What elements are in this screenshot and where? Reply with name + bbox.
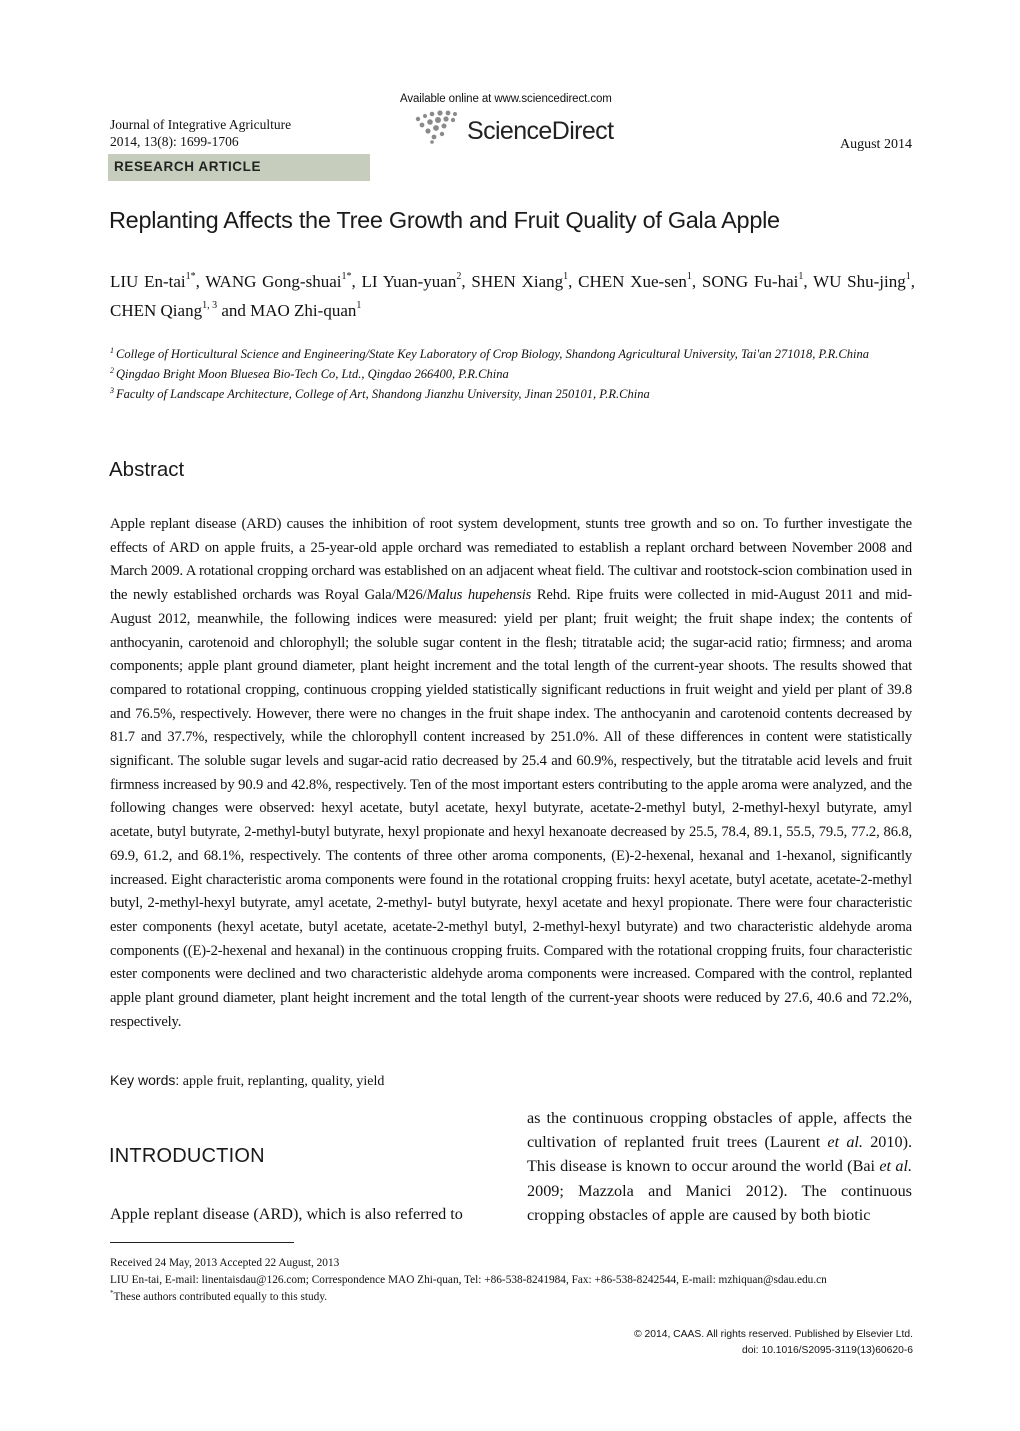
article-title: Replanting Affects the Tree Growth and Fruit Quality of Gala Apple bbox=[109, 207, 780, 233]
sciencedirect-wordmark: ScienceDirect bbox=[467, 117, 614, 145]
affiliation bbox=[110, 384, 915, 404]
journal-name: Journal of Integrative Agriculture bbox=[110, 117, 292, 132]
author-separator: and bbox=[217, 301, 251, 320]
author bbox=[471, 272, 578, 291]
author-affiliation-mark: 1 bbox=[563, 271, 569, 282]
abstract-body bbox=[110, 513, 912, 1034]
author-affiliation-mark: 1 bbox=[686, 271, 692, 282]
footnote-divider bbox=[110, 1242, 294, 1243]
equal-contribution-mark: * bbox=[110, 1289, 114, 1297]
received-dates: Received 24 May, 2013 Accepted 22 August, 2013 bbox=[110, 1257, 340, 1269]
author-name: LI Yuan-yuan bbox=[361, 272, 457, 291]
abstract-text-part: Apple replant disease (ARD) causes the inhibition of root system development, stunts tree growth and so on. To further investigate the effects of ARD on apple fruits, a 25-year-old apple orchard was remediated to establish a replant orchard between November 2008 and March 2009. A rotational cropping orchard was established on an adjacent wheat field. The cultivar and rootstock-scion combination used in the newly established orchards was Royal Gala/M26/ bbox=[110, 516, 912, 604]
affiliation-text: Qingdao Bright Moon Bluesea Bio-Tech Co, Ltd., Qingdao 266400, P.R.China bbox=[116, 367, 509, 381]
equal-contribution-text: These authors contributed equally to this study. bbox=[113, 1291, 328, 1303]
contact-info: LIU En-tai, E-mail: linentaisdau@126.com; Correspondence MAO Zhi-quan, Tel: +86-538-8241984, Fax: +86-538-8242544, E-mail: mzhiquan@sdau.edu.cn bbox=[110, 1274, 827, 1286]
affiliation-mark: 2 bbox=[110, 366, 114, 375]
sciencedirect-dots-icon bbox=[412, 110, 464, 144]
introduction-heading: INTRODUCTION bbox=[109, 1145, 265, 1167]
author-name: CHEN Qiang bbox=[110, 301, 203, 320]
affiliation-mark: 1 bbox=[110, 346, 114, 355]
issue-date: August 2014 bbox=[840, 137, 912, 152]
keywords bbox=[110, 1072, 384, 1090]
author-separator: , bbox=[461, 272, 472, 291]
doi-link[interactable]: doi: 10.1016/S2095-3119(13)60620-6 bbox=[742, 1345, 913, 1356]
author-name: CHEN Xue-sen bbox=[578, 272, 687, 291]
author-affiliation-mark: 1 bbox=[356, 300, 362, 311]
citation-etal: et al. bbox=[827, 1133, 863, 1152]
intro-text-part: 2010). This disease is known to occur around the world (Bai bbox=[527, 1133, 913, 1176]
affiliation bbox=[110, 344, 915, 364]
author-affiliation-mark: 1 bbox=[798, 271, 804, 282]
author bbox=[110, 301, 250, 320]
author-name: SONG Fu-hai bbox=[701, 272, 799, 291]
author-affiliation-mark: 1* bbox=[341, 271, 352, 282]
intro-text-part: 2009; Mazzola and Manici 2012). The continuous cropping obstacles of apple are caused by both biotic bbox=[527, 1181, 912, 1224]
journal-info bbox=[110, 116, 291, 150]
keywords-label: Key words: bbox=[110, 1072, 180, 1088]
keywords-text: apple fruit, replanting, quality, yield bbox=[182, 1074, 385, 1089]
affiliation bbox=[110, 364, 915, 384]
author-name: WU Shu-jing bbox=[813, 272, 906, 291]
author-name: WANG Gong-shuai bbox=[205, 272, 342, 291]
author-separator: , bbox=[351, 272, 362, 291]
affiliation-list bbox=[110, 344, 915, 404]
available-online-text: Available online at www.sciencedirect.com bbox=[400, 93, 612, 105]
author-affiliation-mark: 1, 3 bbox=[202, 300, 218, 311]
author bbox=[250, 301, 361, 320]
equal-contribution-note bbox=[110, 1289, 915, 1306]
author-affiliation-mark: 1* bbox=[185, 271, 196, 282]
footnotes bbox=[110, 1255, 915, 1306]
author-separator: , bbox=[691, 272, 702, 291]
abstract-text-part: Rehd. Ripe fruits were collected in mid-August 2011 and mid-August 2012, meanwhile, the following indices were measured: yield per plant; fruit weight; the fruit shape index; the contents of anthocyanin, carotenoid and chlorophyll; the soluble sugar content in the flesh; titratable acid; the sugar-acid ratio; firmness; and aroma components; apple plant ground diameter, plant height increment and the total length of the current-year shoots. The results showed that compared to rotational cropping, continuous cropping yielded statistically significant reductions in fruit weight and yield per plant of 39.8 and 76.5%, respectively. However, there were no changes in the fruit shape index. The anthocyanin and carotenoid contents decreased by 81.7 and 37.7%, respectively, while the chlorophyll content increased by 251.0%. All of these differences in content were statistically significant. The soluble sugar levels and sugar-acid ratio decreased by 25.4 and 60.9%, respectively, but the titratable acid levels and fruit firmness increased by 90.9 and 42.8%, respectively. Ten of the most important esters contributing to the apple aroma were analyzed, and the following changes were observed: hexyl acetate, butyl acetate, hexyl butyrate, acetate-2-methyl butyl, 2-methyl-hexyl butyrate, amyl acetate, butyl butyrate, 2-methyl-butyl butyrate, hexyl propionate and hexyl hexanoate decreased by 25.5, 78.4, 89.1, 55.5, 79.5, 77.2, 86.8, 69.9, 61.2, and 68.1%, respectively. The contents of three other aroma components, (E)-2-hexenal, hexanal and 1-hexanol, significantly increased. Eight characteristic aroma components were found in the rotational cropping fruits: hexyl acetate, butyl acetate, acetate-2-methyl butyl, 2-methyl-hexyl butyrate, amyl acetate, 2-methyl- butyl butyrate, hexyl acetate and hexyl propionate. There were four characteristic ester components (hexyl acetate, butyl acetate, acetate-2-methyl butyl, 2-methyl-hexyl butyrate) and two characteristic aldehyde aroma components ((E)-2-hexenal and hexanal) in the continuous cropping fruits. Compared with the rotational cropping fruits, four characteristic ester components were declined and two characteristic aldehyde aroma components were increased. Compared with the control, replanted apple plant ground diameter, plant height increment and the total length of the current-year shoots were reduced by 27.6, 40.6 and 72.2%, respectively. bbox=[110, 587, 912, 1030]
introduction-right-column bbox=[527, 1106, 912, 1227]
author-name: SHEN Xiang bbox=[471, 272, 564, 291]
abstract-heading: Abstract bbox=[109, 458, 185, 481]
affiliation-text: Faculty of Landscape Architecture, College of Art, Shandong Jianzhu University, Jinan 250101, P.R.China bbox=[116, 387, 650, 401]
author-name: MAO Zhi-quan bbox=[250, 301, 357, 320]
author-affiliation-mark: 2 bbox=[456, 271, 462, 282]
article-type-label: RESEARCH ARTICLE bbox=[114, 159, 262, 174]
affiliation-text: College of Horticultural Science and Engineering/State Key Laboratory of Crop Biology, Shandong Agricultural University, Tai'an 271018, P.R.China bbox=[116, 347, 869, 361]
author bbox=[205, 272, 361, 291]
author-separator: , bbox=[803, 272, 814, 291]
journal-issue: 2014, 13(8): 1699-1706 bbox=[110, 134, 239, 149]
author-separator: , bbox=[195, 272, 206, 291]
author-separator: , bbox=[568, 272, 579, 291]
affiliation-mark: 3 bbox=[110, 386, 114, 395]
introduction-left-column: Apple replant disease (ARD), which is also referred to bbox=[110, 1205, 463, 1223]
author bbox=[110, 272, 205, 291]
author-affiliation-mark: 1 bbox=[905, 271, 911, 282]
sciencedirect-logo[interactable] bbox=[412, 110, 627, 150]
author-list bbox=[110, 267, 915, 325]
abstract-species-name: Malus hupehensis bbox=[426, 587, 532, 604]
author bbox=[578, 272, 702, 291]
author bbox=[362, 272, 472, 291]
author bbox=[813, 272, 915, 291]
author bbox=[702, 272, 813, 291]
intro-text-part: as the continuous cropping obstacles of apple, affects the cultivation of replanted fruit trees (Laurent bbox=[527, 1109, 912, 1152]
author-separator: , bbox=[910, 272, 915, 291]
article-type-band bbox=[108, 154, 370, 181]
author-name: LIU En-tai bbox=[110, 272, 186, 291]
copyright-notice: © 2014, CAAS. All rights reserved. Published by Elsevier Ltd. bbox=[634, 1329, 913, 1340]
citation-etal: et al. bbox=[879, 1157, 912, 1176]
